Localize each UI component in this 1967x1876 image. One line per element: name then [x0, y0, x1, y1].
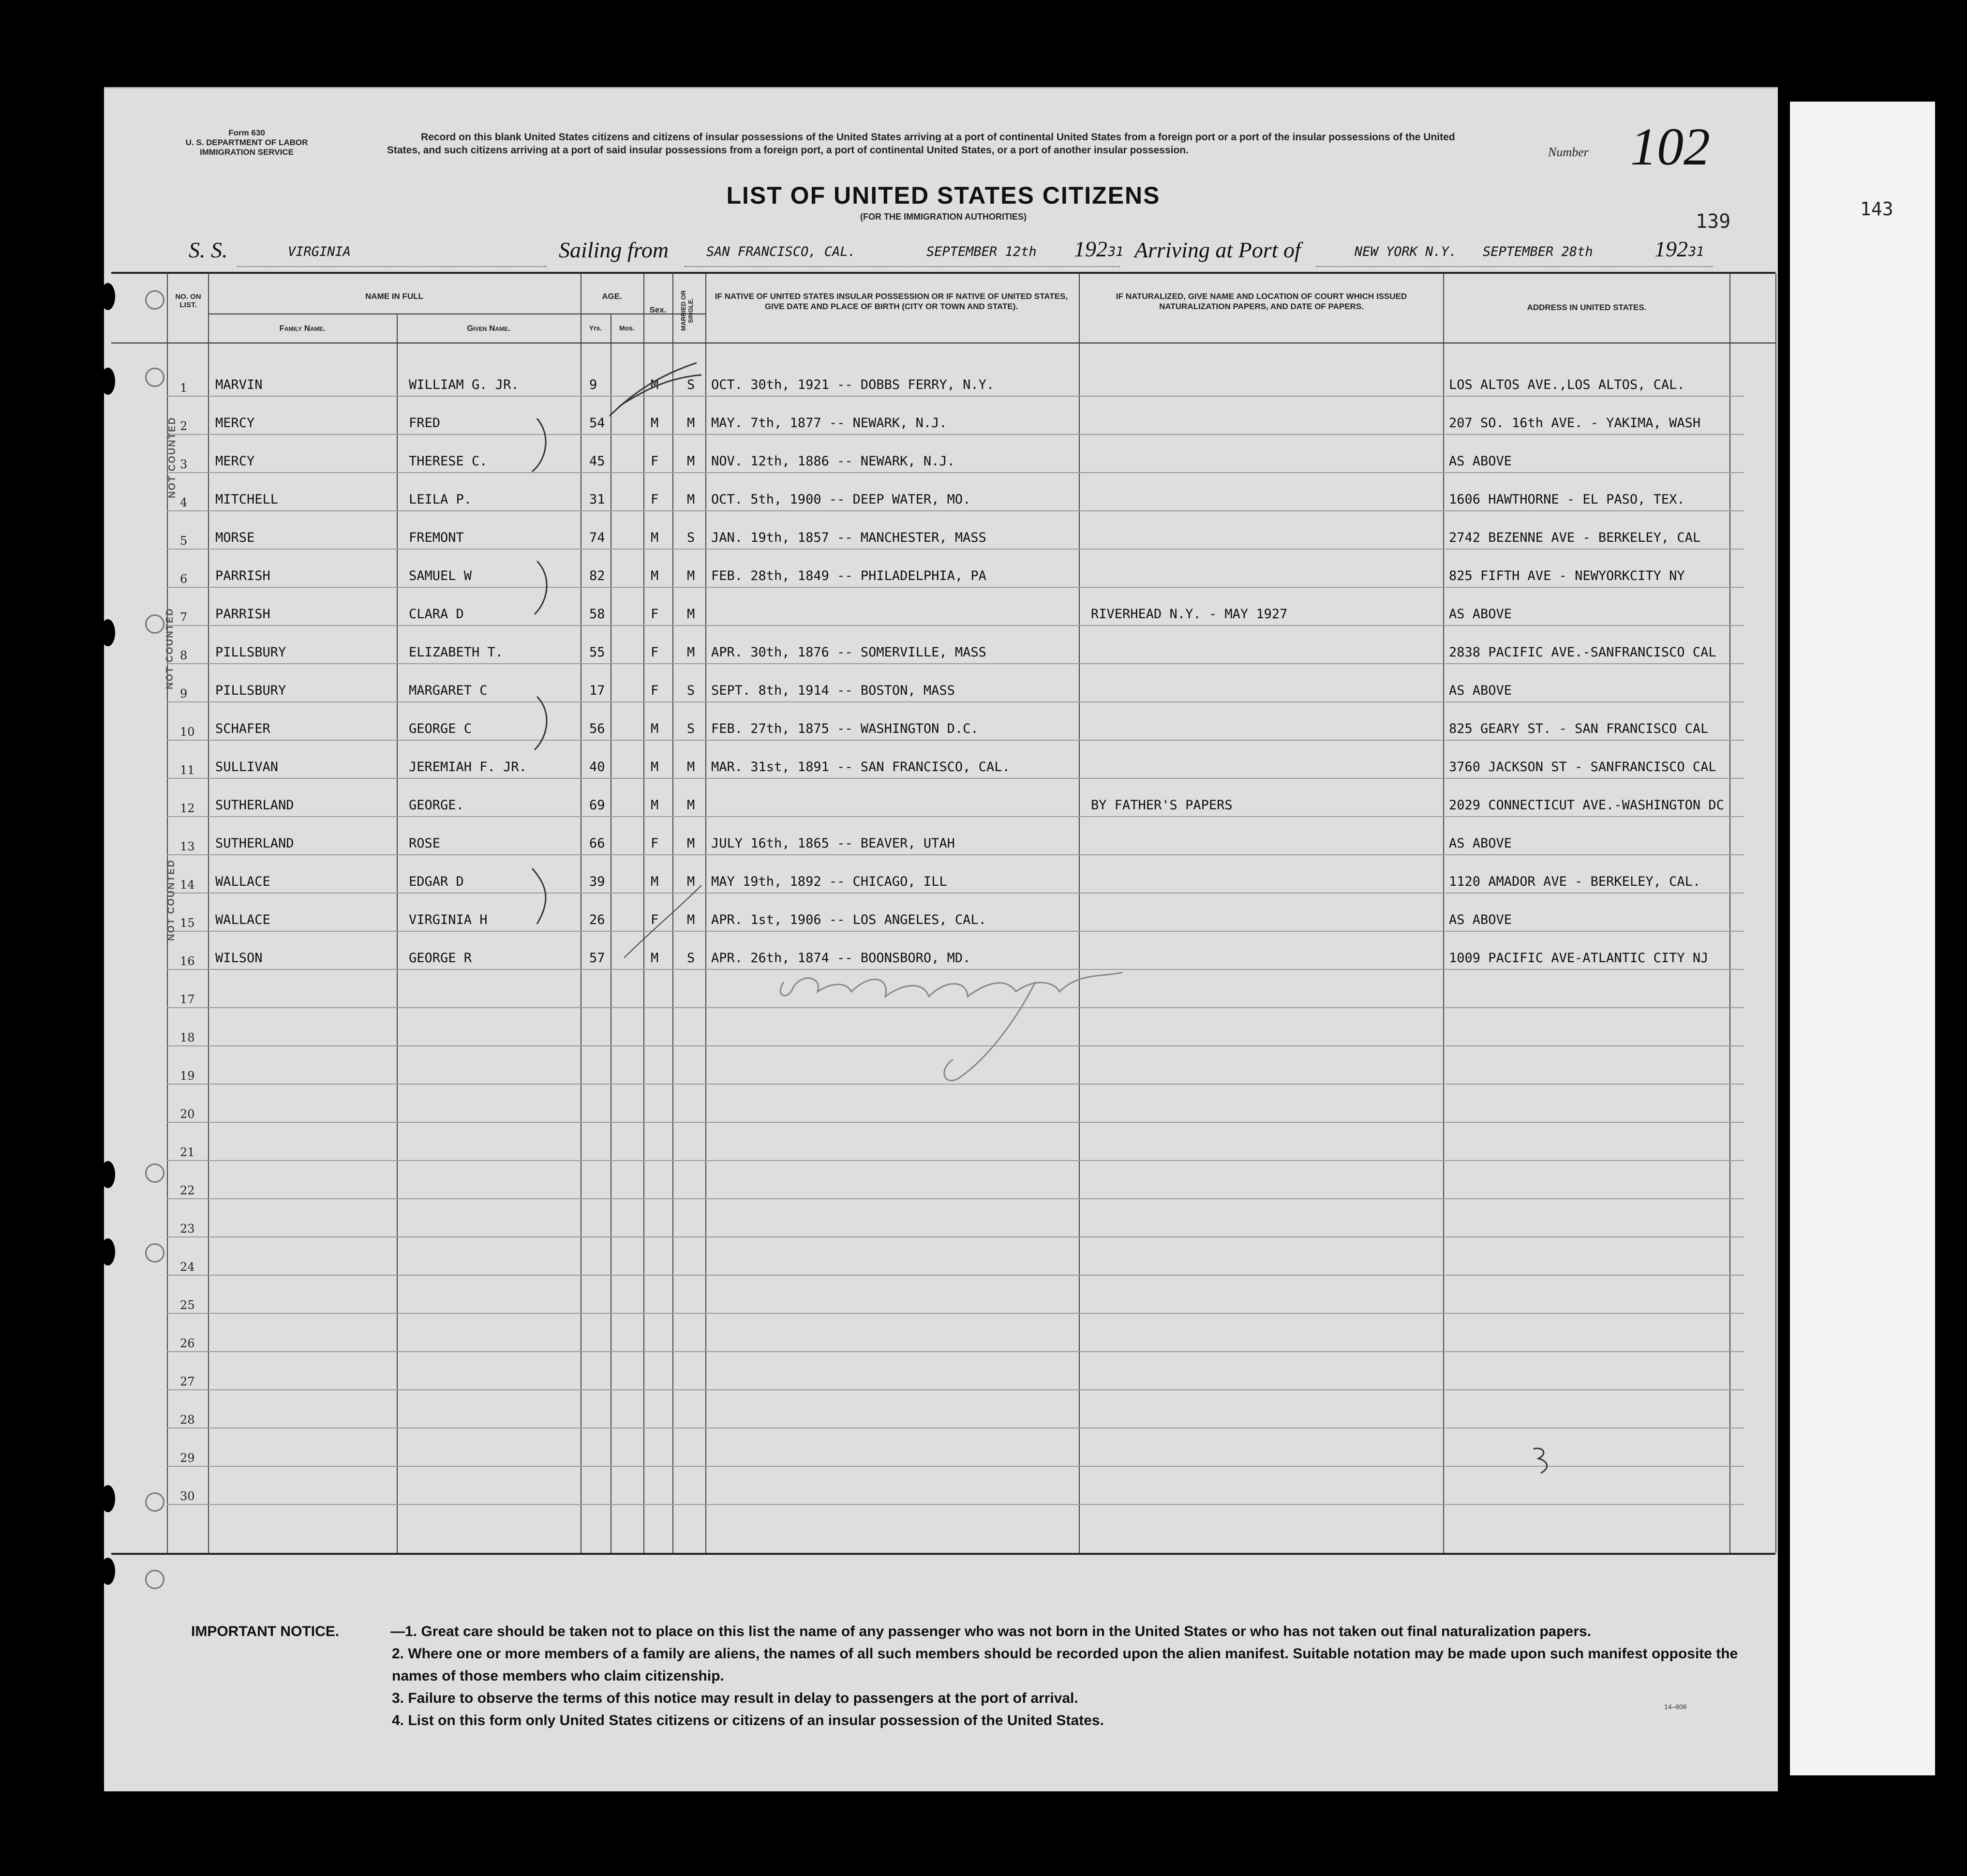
- cell-given: WILLIAM G. JR.: [409, 377, 519, 392]
- row-number: 29: [180, 1451, 195, 1465]
- page-stamp: 139: [1696, 210, 1731, 233]
- cell-sex: M: [651, 568, 659, 583]
- to-date: SEPTEMBER 28th: [1483, 244, 1593, 259]
- row-number: 25: [180, 1298, 195, 1312]
- form-number: Form 630: [228, 128, 265, 137]
- cell-ms: S: [687, 377, 695, 392]
- cell-family: SULLIVAN: [215, 759, 279, 774]
- cell-given: CLARA D: [409, 607, 464, 622]
- cell-address: 207 SO. 16th AVE. - YAKIMA, WASH: [1449, 416, 1701, 431]
- cell-age: 74: [589, 530, 605, 545]
- header-naturalized: IF NATURALIZED, GIVE NAME AND LOCATION OF COURT WHICH ISSUED NATURALIZATION PAPERS, AND DATE OF PAPERS.: [1116, 292, 1407, 311]
- punch-ring: [145, 368, 164, 387]
- col-rule: [1729, 273, 1730, 1553]
- cell-given: MARGARET C: [409, 683, 488, 698]
- cell-sex: M: [651, 530, 659, 545]
- from-date: SEPTEMBER 12th: [926, 244, 1037, 259]
- arriving-label: Arriving at Port of: [1134, 238, 1301, 262]
- row-rule: [167, 1466, 1744, 1467]
- from-year-prefix: 192: [1074, 237, 1107, 261]
- binder-hole: [101, 619, 115, 646]
- cell-given: FREMONT: [409, 530, 464, 545]
- cell-sex: F: [651, 683, 659, 698]
- cell-birth: JAN. 19th, 1857 -- MANCHESTER, MASS: [711, 530, 986, 545]
- cell-ms: M: [687, 759, 695, 774]
- punch-ring: [145, 290, 164, 310]
- margin-stamp: NOT COUNTED: [166, 859, 177, 941]
- from-year: 31: [1108, 244, 1124, 259]
- cell-ms: M: [687, 492, 695, 507]
- cell-birth: OCT. 5th, 1900 -- DEEP WATER, MO.: [711, 492, 971, 507]
- cell-age: 31: [589, 492, 605, 507]
- cell-sex: M: [651, 416, 659, 431]
- table-top-rule: [111, 272, 1775, 274]
- row-rule: [167, 1351, 1744, 1352]
- header-married: MARRIED OR SINGLE.: [680, 290, 694, 331]
- row-number: 21: [180, 1146, 195, 1159]
- cell-family: MERCY: [215, 416, 255, 431]
- row-rule: [167, 396, 1744, 397]
- page-subtitle: (FOR THE IMMIGRATION AUTHORITIES): [860, 212, 1027, 222]
- cell-ms: S: [687, 530, 695, 545]
- cell-sex: F: [651, 836, 659, 851]
- cell-age: 69: [589, 798, 605, 813]
- row-number: 10: [180, 725, 195, 739]
- cell-ms: M: [687, 645, 695, 660]
- row-number: 28: [180, 1413, 195, 1427]
- to-port: NEW YORK N.Y.: [1355, 244, 1457, 259]
- cell-given: ELIZABETH T.: [409, 645, 504, 660]
- row-number: 6: [180, 572, 188, 586]
- cell-age: 55: [589, 645, 605, 660]
- cell-age: 82: [589, 568, 605, 583]
- row-number: 27: [180, 1375, 195, 1388]
- cell-family: SUTHERLAND: [215, 836, 294, 851]
- cell-birth: OCT. 30th, 1921 -- DOBBS FERRY, N.Y.: [711, 377, 995, 392]
- row-number: 30: [180, 1489, 195, 1503]
- cell-sex: M: [651, 874, 659, 889]
- cell-family: MITCHELL: [215, 492, 279, 507]
- cell-sex: F: [651, 454, 659, 469]
- binder-hole: [101, 368, 115, 395]
- cell-ms: M: [687, 454, 695, 469]
- row-number: 11: [180, 763, 195, 777]
- col-rule: [1079, 273, 1080, 1553]
- row-rule: [167, 1160, 1744, 1161]
- header-age: AGE.: [602, 292, 622, 301]
- ship-name: VIRGINIA: [288, 244, 351, 259]
- cell-given: ROSE: [409, 836, 441, 851]
- row-rule: [167, 1389, 1744, 1390]
- header-address: ADDRESS IN UNITED STATES.: [1527, 303, 1647, 312]
- row-number: 1: [180, 381, 188, 395]
- row-number: 18: [180, 1031, 195, 1044]
- service-name: IMMIGRATION SERVICE: [200, 148, 294, 157]
- cell-sex: F: [651, 912, 659, 927]
- row-rule: [167, 740, 1744, 741]
- record-instructions: Record on this blank United States citizens and citizens of insular possessions of the United States arriving at a port of continental United States from a foreign port or a port of the insular possessions of the United States, and such citizens arriving at a port of said insular possessions from a foreign port, a port of continental United States, or a port of another insular possession.: [387, 132, 1455, 156]
- header-native: IF NATIVE OF UNITED STATES INSULAR POSSESSION OR IF NATIVE OF UNITED STATES, GIVE DATE AND PLACE OF BIRTH (CITY OR TOWN AND STATE).: [715, 292, 1068, 311]
- cell-address: 825 GEARY ST. - SAN FRANCISCO CAL: [1449, 721, 1709, 736]
- cell-age: 26: [589, 912, 605, 927]
- cell-ms: M: [687, 568, 695, 583]
- back-sheet: [1790, 102, 1935, 1775]
- cell-family: PILLSBURY: [215, 645, 286, 660]
- cell-birth: MAY. 7th, 1877 -- NEWARK, N.J.: [711, 416, 947, 431]
- header-mos: Mos.: [619, 324, 635, 332]
- binder-hole: [101, 283, 115, 310]
- form-id-block: [169, 128, 324, 157]
- cell-sex: F: [651, 492, 659, 507]
- cell-address: AS ABOVE: [1449, 683, 1512, 698]
- cell-birth: SEPT. 8th, 1914 -- BOSTON, MASS: [711, 683, 955, 698]
- cell-address: 2742 BEZENNE AVE - BERKELEY, CAL: [1449, 530, 1701, 545]
- row-number: 14: [180, 878, 195, 892]
- binder-hole: [101, 1238, 115, 1266]
- cell-address: AS ABOVE: [1449, 454, 1512, 469]
- cell-birth: MAY 19th, 1892 -- CHICAGO, ILL: [711, 874, 947, 889]
- row-rule: [167, 1275, 1744, 1276]
- binder-hole: [101, 1161, 115, 1188]
- punch-ring: [145, 1243, 164, 1263]
- ship-field: [237, 237, 547, 267]
- sailing-field: [685, 237, 1124, 267]
- cell-given: JEREMIAH F. JR.: [409, 759, 527, 774]
- row-rule: [167, 1122, 1744, 1123]
- handwritten-mark: [1529, 1444, 1558, 1478]
- cell-given: VIRGINIA H: [409, 912, 488, 927]
- row-number: 22: [180, 1184, 195, 1197]
- punch-ring: [145, 1492, 164, 1512]
- margin-stamp: NOT COUNTED: [164, 608, 175, 689]
- ss-label: S. S.: [189, 238, 228, 262]
- cell-address: AS ABOVE: [1449, 912, 1512, 927]
- cell-age: 40: [589, 759, 605, 774]
- cell-age: 39: [589, 874, 605, 889]
- cell-family: SUTHERLAND: [215, 798, 294, 813]
- row-number: 3: [180, 458, 188, 471]
- row-number: 12: [180, 802, 195, 815]
- cell-sex: F: [651, 607, 659, 622]
- cell-family: WILSON: [215, 951, 263, 966]
- cell-sex: M: [651, 951, 659, 966]
- row-number: 15: [180, 916, 195, 930]
- table-bottom-rule: [111, 1553, 1775, 1555]
- arriving-field: [1316, 237, 1713, 267]
- cell-family: MERCY: [215, 454, 255, 469]
- bracket-marks: [522, 416, 561, 948]
- cell-family: WALLACE: [215, 912, 270, 927]
- cell-ms: M: [687, 798, 695, 813]
- cell-age: 45: [589, 454, 605, 469]
- sailing-label: Sailing from: [559, 238, 669, 262]
- cell-sex: M: [651, 721, 659, 736]
- row-rule: [167, 663, 1744, 664]
- cell-ms: M: [687, 416, 695, 431]
- cell-birth: FEB. 27th, 1875 -- WASHINGTON D.C.: [711, 721, 979, 736]
- notice-item-2: 2. Where one or more members of a family are aliens, the names of all such members should be recorded upon the alien manifest. Suitable notation may be made upon such manifest opposite the names of those members who claim citizenship.: [392, 1646, 1738, 1684]
- cell-address: AS ABOVE: [1449, 607, 1512, 622]
- cell-given: FRED: [409, 416, 441, 431]
- notice-item-1: —1. Great care should be taken not to place on this list the name of any passenger who was not born in the United States or who has not taken out final naturalization papers.: [390, 1623, 1592, 1639]
- row-number: 7: [180, 610, 188, 624]
- cell-given: THERESE C.: [409, 454, 488, 469]
- cell-ms: S: [687, 683, 695, 698]
- cell-sex: M: [651, 798, 659, 813]
- cell-age: 58: [589, 607, 605, 622]
- cell-age: 9: [589, 377, 597, 392]
- row-number: 2: [180, 419, 188, 433]
- cell-address: 1009 PACIFIC AVE-ATLANTIC CITY NJ: [1449, 951, 1709, 966]
- row-rule: [167, 434, 1744, 435]
- cell-birth: FEB. 28th, 1849 -- PHILADELPHIA, PA: [711, 568, 986, 583]
- to-year-prefix: 192: [1654, 237, 1688, 261]
- header-family-name: Family Name.: [279, 324, 326, 333]
- cell-address: 1606 HAWTHORNE - EL PASO, TEX.: [1449, 492, 1685, 507]
- cell-ms: S: [687, 721, 695, 736]
- header-given-name: Given Name.: [467, 324, 510, 333]
- department-name: U. S. DEPARTMENT OF LABOR: [185, 138, 308, 147]
- page-title: LIST OF UNITED STATES CITIZENS: [726, 182, 1161, 209]
- row-number: 24: [180, 1260, 195, 1274]
- col-rule: [208, 273, 209, 1553]
- row-number: 19: [180, 1069, 195, 1083]
- cell-birth: JULY 16th, 1865 -- BEAVER, UTAH: [711, 836, 955, 851]
- row-rule: [167, 1236, 1744, 1237]
- row-number: 23: [180, 1222, 195, 1236]
- punch-ring: [145, 614, 164, 634]
- cell-ms: M: [687, 912, 695, 927]
- header-name-in-full: NAME IN FULL: [365, 292, 423, 301]
- list-number: 102: [1630, 117, 1710, 176]
- margin-stamp: NOT COUNTED: [167, 417, 178, 498]
- cell-given: LEILA P.: [409, 492, 472, 507]
- back-page-number: 143: [1860, 198, 1893, 220]
- number-label: Number: [1548, 145, 1589, 159]
- cell-family: PILLSBURY: [215, 683, 286, 698]
- punch-ring: [145, 1570, 164, 1589]
- cell-age: 17: [589, 683, 605, 698]
- cell-sex: M: [651, 759, 659, 774]
- cell-ms: S: [687, 951, 695, 966]
- cell-given: EDGAR D: [409, 874, 464, 889]
- cell-sex: F: [651, 645, 659, 660]
- age-group-rule: [581, 313, 643, 314]
- row-number: 26: [180, 1337, 195, 1350]
- row-rule: [167, 549, 1744, 550]
- row-number: 13: [180, 840, 195, 853]
- header-sex: Sex.: [649, 305, 667, 314]
- row-rule: [167, 587, 1744, 588]
- punch-ring: [145, 1163, 164, 1183]
- cell-address: 1120 AMADOR AVE - BERKELEY, CAL.: [1449, 874, 1701, 889]
- cell-nat: BY FATHER'S PAPERS: [1091, 798, 1233, 813]
- cell-age: 54: [589, 416, 605, 431]
- cell-address: 2029 CONNECTICUT AVE.-WASHINGTON DC: [1449, 798, 1724, 813]
- cell-birth: MAR. 31st, 1891 -- SAN FRANCISCO, CAL.: [711, 759, 1010, 774]
- header-yrs: Yrs.: [589, 324, 602, 332]
- to-year: 31: [1688, 244, 1704, 259]
- row-number: 4: [180, 496, 188, 509]
- row-rule: [167, 778, 1744, 779]
- cell-age: 57: [589, 951, 605, 966]
- row-number: 16: [180, 954, 195, 968]
- cell-sex: M: [651, 377, 659, 392]
- cell-age: 66: [589, 836, 605, 851]
- cell-given: GEORGE C: [409, 721, 472, 736]
- row-rule: [167, 1313, 1744, 1314]
- row-rule: [167, 816, 1744, 817]
- row-rule: [167, 510, 1744, 511]
- cell-address: LOS ALTOS AVE.,LOS ALTOS, CAL.: [1449, 377, 1685, 392]
- cell-address: AS ABOVE: [1449, 836, 1512, 851]
- col-rule: [397, 313, 398, 1553]
- cell-age: 56: [589, 721, 605, 736]
- binder-hole: [101, 1485, 115, 1512]
- cell-family: MORSE: [215, 530, 255, 545]
- cell-given: GEORGE R: [409, 951, 472, 966]
- row-rule: [167, 1198, 1744, 1199]
- cell-given: SAMUEL W: [409, 568, 472, 583]
- row-number: 5: [180, 534, 188, 548]
- cell-address: 2838 PACIFIC AVE.-SANFRANCISCO CAL: [1449, 645, 1716, 660]
- handwritten-marks: [581, 353, 706, 968]
- cell-address: 3760 JACKSON ST - SANFRANCISCO CAL: [1449, 759, 1716, 774]
- row-rule: [167, 1504, 1744, 1505]
- row-number: 20: [180, 1107, 195, 1121]
- cell-ms: M: [687, 836, 695, 851]
- header-bottom-rule: [111, 342, 1775, 343]
- notice-label: IMPORTANT NOTICE.: [191, 1623, 340, 1639]
- row-number: 17: [180, 993, 195, 1006]
- col-rule: [1775, 273, 1776, 1553]
- row-number: 8: [180, 649, 188, 662]
- cell-birth: APR. 1st, 1906 -- LOS ANGELES, CAL.: [711, 912, 986, 927]
- row-rule: [167, 625, 1744, 626]
- cell-family: PARRISH: [215, 607, 270, 622]
- notice-item-3: 3. Failure to observe the terms of this notice may result in delay to passengers at the port of arrival.: [392, 1690, 1078, 1706]
- cell-nat: RIVERHEAD N.Y. - MAY 1927: [1091, 607, 1288, 622]
- row-rule: [167, 931, 1744, 932]
- from-port: SAN FRANCISCO, CAL.: [706, 244, 856, 259]
- row-rule: [167, 854, 1744, 855]
- row-rule: [167, 1428, 1744, 1429]
- form-code: 14–606: [1664, 1703, 1687, 1711]
- row-rule: [167, 701, 1744, 702]
- cell-ms: M: [687, 607, 695, 622]
- inspector-signature: [764, 963, 1137, 1088]
- cell-family: MARVIN: [215, 377, 263, 392]
- cell-birth: APR. 30th, 1876 -- SOMERVILLE, MASS: [711, 645, 986, 660]
- row-rule: [167, 472, 1744, 473]
- cell-family: PARRISH: [215, 568, 270, 583]
- cell-given: GEORGE.: [409, 798, 464, 813]
- notice-item-4: 4. List on this form only United States citizens or citizens of an insular possession of the United States.: [392, 1712, 1104, 1728]
- col-rule: [1443, 273, 1444, 1553]
- cell-birth: APR. 26th, 1874 -- BOONSBORO, MD.: [711, 951, 971, 966]
- cell-address: 825 FIFTH AVE - NEWYORKCITY NY: [1449, 568, 1685, 583]
- row-number: 9: [180, 687, 188, 700]
- cell-family: WALLACE: [215, 874, 270, 889]
- cell-ms: M: [687, 874, 695, 889]
- header-no: NO. ON LIST.: [175, 293, 201, 309]
- cell-birth: NOV. 12th, 1886 -- NEWARK, N.J.: [711, 454, 955, 469]
- cell-family: SCHAFER: [215, 721, 270, 736]
- binder-hole: [101, 1558, 115, 1585]
